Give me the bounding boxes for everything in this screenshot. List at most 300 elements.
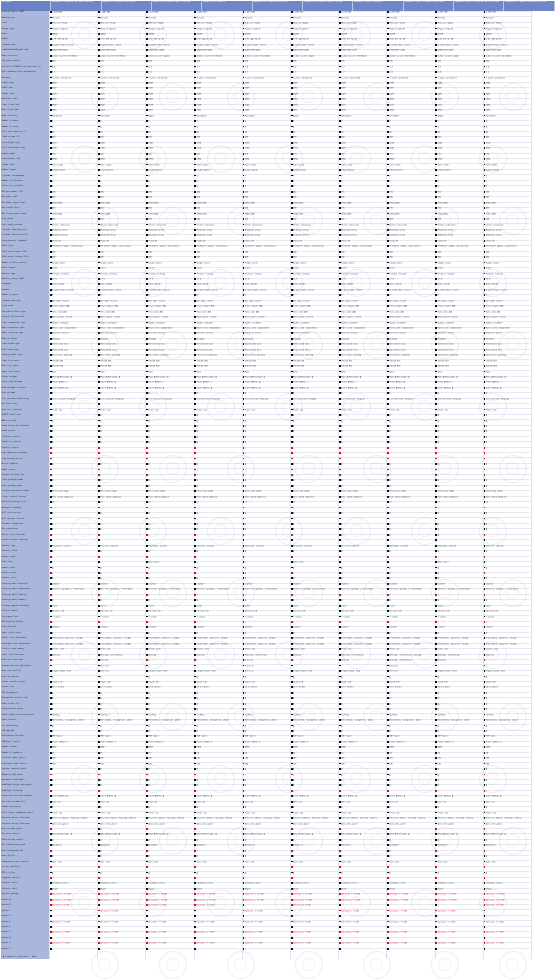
row-label: Drive mode <box>1 305 13 308</box>
spec-cell <box>194 686 241 689</box>
spec-value: — <box>437 517 439 520</box>
spec-cell <box>194 327 241 330</box>
spec-cell <box>387 806 434 809</box>
spec-value: ○ <box>437 452 439 455</box>
spec-value: 7 inches <box>485 616 495 618</box>
spec-cell <box>291 490 338 493</box>
spec-value: ● <box>100 839 102 842</box>
row-label: Official 0-100km/h acceleration (s) <box>1 65 42 68</box>
spec-value: Single motor <box>196 262 210 265</box>
spec-value: Mid-size Sedan <box>485 22 502 25</box>
spec-cell <box>387 436 434 439</box>
spec-value: Mid-size Sedan <box>196 22 213 25</box>
spec-cell <box>484 616 531 619</box>
spec-cell <box>291 185 338 188</box>
spec-value: Leather <box>292 626 301 629</box>
spec-value: ● <box>196 730 198 733</box>
row-label: Total motor power (kW) <box>1 250 27 253</box>
spec-value: ● <box>485 599 487 602</box>
spec-value: ○ <box>148 572 150 575</box>
spec-value: Color <box>148 605 154 608</box>
row-label: Rear suspension type <box>1 327 25 329</box>
spec-cell <box>98 528 145 531</box>
spec-value: 100 <box>244 251 249 254</box>
spec-cell <box>194 55 241 58</box>
spec-cell <box>387 594 434 597</box>
spec-value: Aluminum alloy <box>196 229 213 232</box>
spec-value: 3.1 <box>51 71 56 74</box>
spec-value: 2894 <box>148 158 153 161</box>
spec-value: ● <box>437 599 439 602</box>
spec-cell <box>291 556 338 559</box>
spec-value: ● <box>485 730 487 733</box>
spec-cell <box>387 142 434 145</box>
spec-cell <box>484 17 531 20</box>
spec-value: LED <box>148 763 152 766</box>
spec-value: ● <box>437 806 439 809</box>
spec-value: 298 <box>196 60 200 63</box>
spec-value: ● <box>148 479 150 482</box>
spec-value: ● <box>485 463 487 466</box>
spec-cell <box>339 77 386 80</box>
spec-value: 1423 <box>196 93 202 96</box>
spec-value: 310 <box>437 60 441 63</box>
spec-cell <box>50 229 97 232</box>
spec-value: — <box>341 665 343 668</box>
spec-value: Ventilated disc <box>485 343 503 346</box>
spec-cell <box>435 60 482 63</box>
spec-cell <box>484 66 531 69</box>
spec-value: Panoramic sunroof <box>51 545 71 548</box>
spec-cell <box>387 251 434 254</box>
spec-value: Direct injection <box>196 223 215 226</box>
spec-value: Direct injection <box>100 223 118 226</box>
spec-value: Electric up/down + front/back <box>485 588 518 591</box>
spec-value: 12.3 inches <box>437 686 450 689</box>
spec-value: 1658 <box>292 104 298 107</box>
spec-cell <box>146 676 193 679</box>
spec-cell <box>435 539 482 542</box>
spec-value: ● <box>100 425 102 428</box>
row-label: Roof rack <box>1 561 12 564</box>
spec-cell <box>50 795 97 798</box>
spec-value: Slow charge <box>196 283 209 286</box>
spec-cell <box>291 817 338 820</box>
spec-cell <box>387 725 434 728</box>
spec-value: ● <box>51 806 54 809</box>
spec-cell <box>291 71 338 74</box>
spec-cell <box>98 746 145 749</box>
spec-cell <box>484 376 531 379</box>
spec-cell <box>243 485 290 488</box>
spec-cell <box>194 490 241 493</box>
spec-cell <box>243 801 290 804</box>
spec-value: Wet dual clutch <box>341 300 358 303</box>
spec-value: Leather <box>389 583 398 586</box>
spec-value: Front <box>51 267 58 270</box>
spec-cell <box>484 245 531 248</box>
spec-cell <box>146 485 193 488</box>
spec-value: ○ <box>389 458 391 461</box>
spec-cell <box>243 441 290 444</box>
spec-cell <box>339 676 386 679</box>
row-label: Body structure <box>1 54 18 57</box>
spec-cell <box>291 305 338 308</box>
spec-value: 17.9 <box>389 278 394 281</box>
spec-cell <box>146 251 193 254</box>
spec-cell <box>387 507 434 510</box>
spec-value: 4 <box>437 185 439 188</box>
spec-value: Full speed adaptive <box>292 496 315 499</box>
row-label: Driver airbag <box>1 376 17 379</box>
spec-value: 403 <box>389 136 393 139</box>
spec-value: ● <box>341 436 343 439</box>
spec-cell <box>98 637 145 640</box>
spec-value: Automatic <box>244 844 255 847</box>
spec-cell <box>243 556 290 559</box>
spec-cell <box>243 305 290 308</box>
spec-value: 12.3 inches <box>51 686 65 689</box>
spec-value: 17.9 <box>485 278 491 281</box>
spec-value: CZT <box>341 153 345 156</box>
spec-value: Electric up/down + front/back <box>244 588 277 591</box>
spec-value: ○ <box>437 594 439 597</box>
spec-cell <box>243 142 290 145</box>
spec-value: ● <box>244 463 246 466</box>
spec-cell <box>98 681 145 684</box>
spec-cell <box>339 191 386 194</box>
spec-cell <box>435 414 482 417</box>
spec-value: Full car <box>292 801 302 804</box>
spec-cell <box>435 561 482 564</box>
spec-value: — <box>51 665 54 668</box>
spec-cell <box>387 681 434 684</box>
spec-value: Plug-in hybrid <box>244 27 261 30</box>
spec-value: ● <box>341 675 343 678</box>
spec-value: Front ●/Rear ● <box>437 387 454 390</box>
spec-cell <box>50 616 97 619</box>
spec-value: Main ●/Passenger ● <box>244 376 265 379</box>
spec-value: 412kW <box>196 33 203 36</box>
spec-value: ● <box>292 392 295 395</box>
spec-cell <box>98 147 145 150</box>
spec-cell <box>484 795 531 798</box>
row-label: Option J <box>1 947 11 950</box>
spec-cell <box>291 507 338 510</box>
spec-value: ● <box>244 850 246 853</box>
spec-value: 2,295,000 <box>389 11 400 14</box>
spec-value: 550 <box>196 207 200 210</box>
spec-value: Front 2/Rear 2 <box>196 741 213 744</box>
spec-value: Reversing image <box>148 490 166 493</box>
spec-cell <box>50 115 97 118</box>
spec-value: ● <box>437 479 439 482</box>
spec-value: Electric up/down + front/back <box>292 588 326 591</box>
spec-value: 1658 <box>51 104 57 107</box>
spec-value: V <box>51 174 54 177</box>
spec-value: 1651 <box>148 109 153 112</box>
spec-value: 2.9T 440 hp V6 <box>292 38 309 41</box>
spec-cell <box>435 175 482 178</box>
spec-value: 1428 <box>292 93 298 96</box>
spec-value: 8-speed dual clutch <box>100 289 122 292</box>
spec-cell <box>50 436 97 439</box>
spec-value: Longitudinal <box>148 169 162 172</box>
spec-cell <box>194 251 241 254</box>
spec-value: 5 <box>292 120 295 123</box>
spec-value: ● <box>51 523 54 526</box>
spec-value: ● <box>292 784 295 787</box>
spec-value: ● <box>389 414 391 417</box>
spec-cell <box>387 577 434 580</box>
spec-value: Electric up/down + front/back <box>437 588 470 591</box>
spec-cell <box>435 153 482 156</box>
spec-value: ○ <box>485 621 487 624</box>
row-label: Rear tire specs <box>1 365 19 368</box>
spec-cell <box>98 392 145 395</box>
spec-value: ● <box>148 441 150 444</box>
spec-value: Electronic parking <box>292 354 313 357</box>
spec-cell <box>98 158 145 161</box>
spec-value: Front row <box>196 409 207 412</box>
spec-cell <box>243 763 290 766</box>
spec-value: Direct injection <box>244 223 263 226</box>
spec-value: Panoramic sunroof <box>148 545 168 548</box>
spec-value: ● <box>292 768 295 771</box>
spec-value: Front <box>437 267 444 270</box>
spec-cell <box>387 670 434 673</box>
spec-cell <box>484 817 531 820</box>
spec-cell <box>484 251 531 254</box>
spec-value: — <box>100 403 102 406</box>
spec-cell <box>98 33 145 36</box>
spec-value: ● <box>437 577 439 580</box>
spec-cell <box>291 545 338 548</box>
spec-cell <box>243 436 290 439</box>
spec-value: 315/35 R20 <box>51 365 64 368</box>
row-label: Front/rear electric windows <box>1 795 33 798</box>
spec-value: Front ●/Rear ○ <box>292 381 309 384</box>
spec-cell <box>243 501 290 504</box>
spec-value: 8-speed dual clutch <box>244 289 266 292</box>
spec-value: Electric sunroof <box>485 545 504 548</box>
spec-value: DCU <box>196 153 200 156</box>
spec-cell <box>291 327 338 330</box>
spec-cell <box>435 245 482 248</box>
spec-cell <box>339 245 386 248</box>
spec-cell <box>484 360 531 363</box>
spec-cell <box>98 196 145 199</box>
spec-value: Full speed adaptive <box>244 496 266 499</box>
spec-value: 7 inches <box>148 616 158 618</box>
spec-value: 340kW <box>148 33 154 36</box>
spec-value: 403 <box>244 136 249 139</box>
spec-value: 412kW <box>292 33 299 36</box>
spec-value: Reversing image <box>485 490 503 493</box>
row-label: Voice control <box>1 719 17 722</box>
spec-cell <box>291 180 338 183</box>
spec-value: Wet dual clutch <box>196 300 214 303</box>
spec-cell <box>194 556 241 559</box>
spec-value: 95# <box>51 218 56 221</box>
spec-cell <box>339 561 386 564</box>
spec-value: 2170 <box>485 142 491 145</box>
spec-value: USB Type-C <box>437 735 449 738</box>
spec-value: Longitudinal <box>437 169 451 172</box>
spec-cell <box>435 485 482 488</box>
spec-value: LED <box>389 763 393 766</box>
spec-cell <box>243 670 290 673</box>
spec-cell <box>291 686 338 689</box>
spec-cell <box>435 812 482 815</box>
spec-value: 1900-5250 <box>196 213 207 216</box>
spec-cell <box>339 11 386 14</box>
spec-value: Heating <box>100 659 108 662</box>
spec-cell <box>50 507 97 510</box>
spec-cell <box>435 795 482 798</box>
spec-value: Full speed adaptive <box>437 496 459 499</box>
spec-value: ● <box>196 632 198 635</box>
spec-value: Front <box>341 267 347 270</box>
spec-value: 515kW <box>437 33 444 36</box>
spec-value: Auto anti-glare <box>485 822 503 825</box>
spec-value: Partial LCD <box>100 610 113 613</box>
spec-value: 330 <box>100 191 104 194</box>
spec-cell <box>339 485 386 488</box>
spec-value: — <box>437 403 439 406</box>
spec-value: Front-engine AWD <box>196 305 215 308</box>
spec-value: Front/back, backrest, height <box>292 637 325 640</box>
spec-value: ● <box>437 528 439 531</box>
spec-value: — <box>437 665 439 668</box>
spec-value: ● <box>196 430 198 433</box>
spec-value: 8-speed dual clutch <box>148 289 170 292</box>
spec-value: ● <box>148 485 150 488</box>
spec-value: 8-speed dual clutch <box>292 44 315 47</box>
spec-cell <box>243 360 290 363</box>
spec-value: ● <box>341 512 343 515</box>
spec-value: ○ <box>244 458 246 461</box>
spec-value: ● <box>148 632 150 635</box>
spec-cell <box>339 697 386 700</box>
spec-value: Longitudinal <box>292 169 307 172</box>
spec-cell <box>50 131 97 134</box>
spec-value: Leather <box>51 626 60 629</box>
spec-value: Electric up/down + front/back <box>389 588 422 591</box>
spec-value: Mid-size Sedan <box>51 22 68 25</box>
spec-cell <box>146 66 193 69</box>
spec-value: Longitudinal <box>196 169 210 172</box>
spec-cell <box>50 98 97 101</box>
spec-cell <box>435 115 482 118</box>
spec-value: Slow charge <box>51 283 65 286</box>
spec-value: 1651 <box>292 109 298 112</box>
spec-value: BOSE <box>196 746 202 749</box>
spec-cell <box>435 381 482 384</box>
spec-value: Color <box>244 605 251 608</box>
spec-cell <box>98 387 145 390</box>
spec-value: ○ <box>389 556 391 559</box>
spec-value: Panoramic sunroof <box>244 545 264 548</box>
spec-value: Multimedia, navigation, phone <box>485 719 518 722</box>
row-label: Knee airbags <box>1 392 16 395</box>
spec-value: 2.9T 330 hp V6 <box>100 38 116 41</box>
spec-value: Full car <box>196 801 206 804</box>
spec-cell <box>484 131 531 134</box>
spec-cell <box>387 224 434 227</box>
spec-cell <box>243 196 290 199</box>
spec-cell <box>146 262 193 265</box>
spec-cell <box>291 425 338 428</box>
spec-cell <box>98 523 145 526</box>
spec-value: 340kW <box>485 33 492 36</box>
spec-cell <box>146 757 193 760</box>
spec-value: Automatic <box>485 844 496 847</box>
spec-value: ● <box>389 425 391 428</box>
spec-value: ○ <box>196 474 198 477</box>
spec-cell <box>243 730 290 733</box>
spec-value: Front row <box>196 812 207 815</box>
spec-value: 275/40 R20 <box>148 360 160 363</box>
spec-value: Electric assist <box>485 332 503 335</box>
spec-value: ○ <box>341 452 343 455</box>
spec-value: Permanent magnet synchronous <box>100 245 132 248</box>
spec-cell <box>339 185 386 188</box>
row-label: Curb weight (kg) <box>1 141 20 144</box>
spec-value: Front ●/Rear ● <box>389 795 405 798</box>
spec-cell <box>339 752 386 755</box>
header-column-7: Panamera Turbo S E-Hybrid <box>353 1 403 11</box>
spec-cell <box>435 398 482 401</box>
spec-value: Electric assist <box>341 332 358 335</box>
spec-value: Electric <box>244 665 254 668</box>
spec-value: ○ <box>244 790 246 793</box>
spec-value: Slow charge <box>437 283 450 286</box>
spec-value: ● <box>51 768 54 771</box>
spec-value: Front/back, backrest, height <box>485 643 517 646</box>
spec-cell <box>484 626 531 629</box>
spec-cell <box>194 17 241 20</box>
spec-cell <box>484 311 531 314</box>
spec-value: Main ●/Passenger ● <box>485 833 506 836</box>
spec-cell <box>435 17 482 20</box>
spec-cell <box>50 833 97 836</box>
spec-value: 280 <box>485 60 490 63</box>
row-label: Environmental standard <box>1 239 27 242</box>
spec-cell <box>339 360 386 363</box>
spec-value: 17.9 <box>51 278 57 281</box>
spec-cell <box>387 430 434 433</box>
spec-cell <box>339 387 386 390</box>
spec-value: 315/35 R20 <box>292 365 305 368</box>
spec-value: ● <box>51 839 54 842</box>
spec-value: ● <box>100 768 102 771</box>
spec-value: 5049×1937×1432 <box>437 49 454 52</box>
spec-value: ○ <box>100 594 102 597</box>
spec-value: Main ●/Passenger ● <box>437 376 458 379</box>
spec-value: 1937 <box>100 87 105 90</box>
spec-value: Wagon <box>148 115 154 118</box>
spec-value: 275/40 R20 <box>292 360 305 363</box>
spec-value: ● <box>437 567 439 569</box>
spec-cell <box>50 136 97 139</box>
spec-value: 2235 <box>244 142 250 145</box>
spec-cell <box>387 490 434 493</box>
spec-value: ● <box>437 708 439 711</box>
spec-value: Ventilated disc <box>292 343 310 346</box>
spec-value: 2894 <box>100 158 105 161</box>
spec-value: — <box>485 561 487 564</box>
